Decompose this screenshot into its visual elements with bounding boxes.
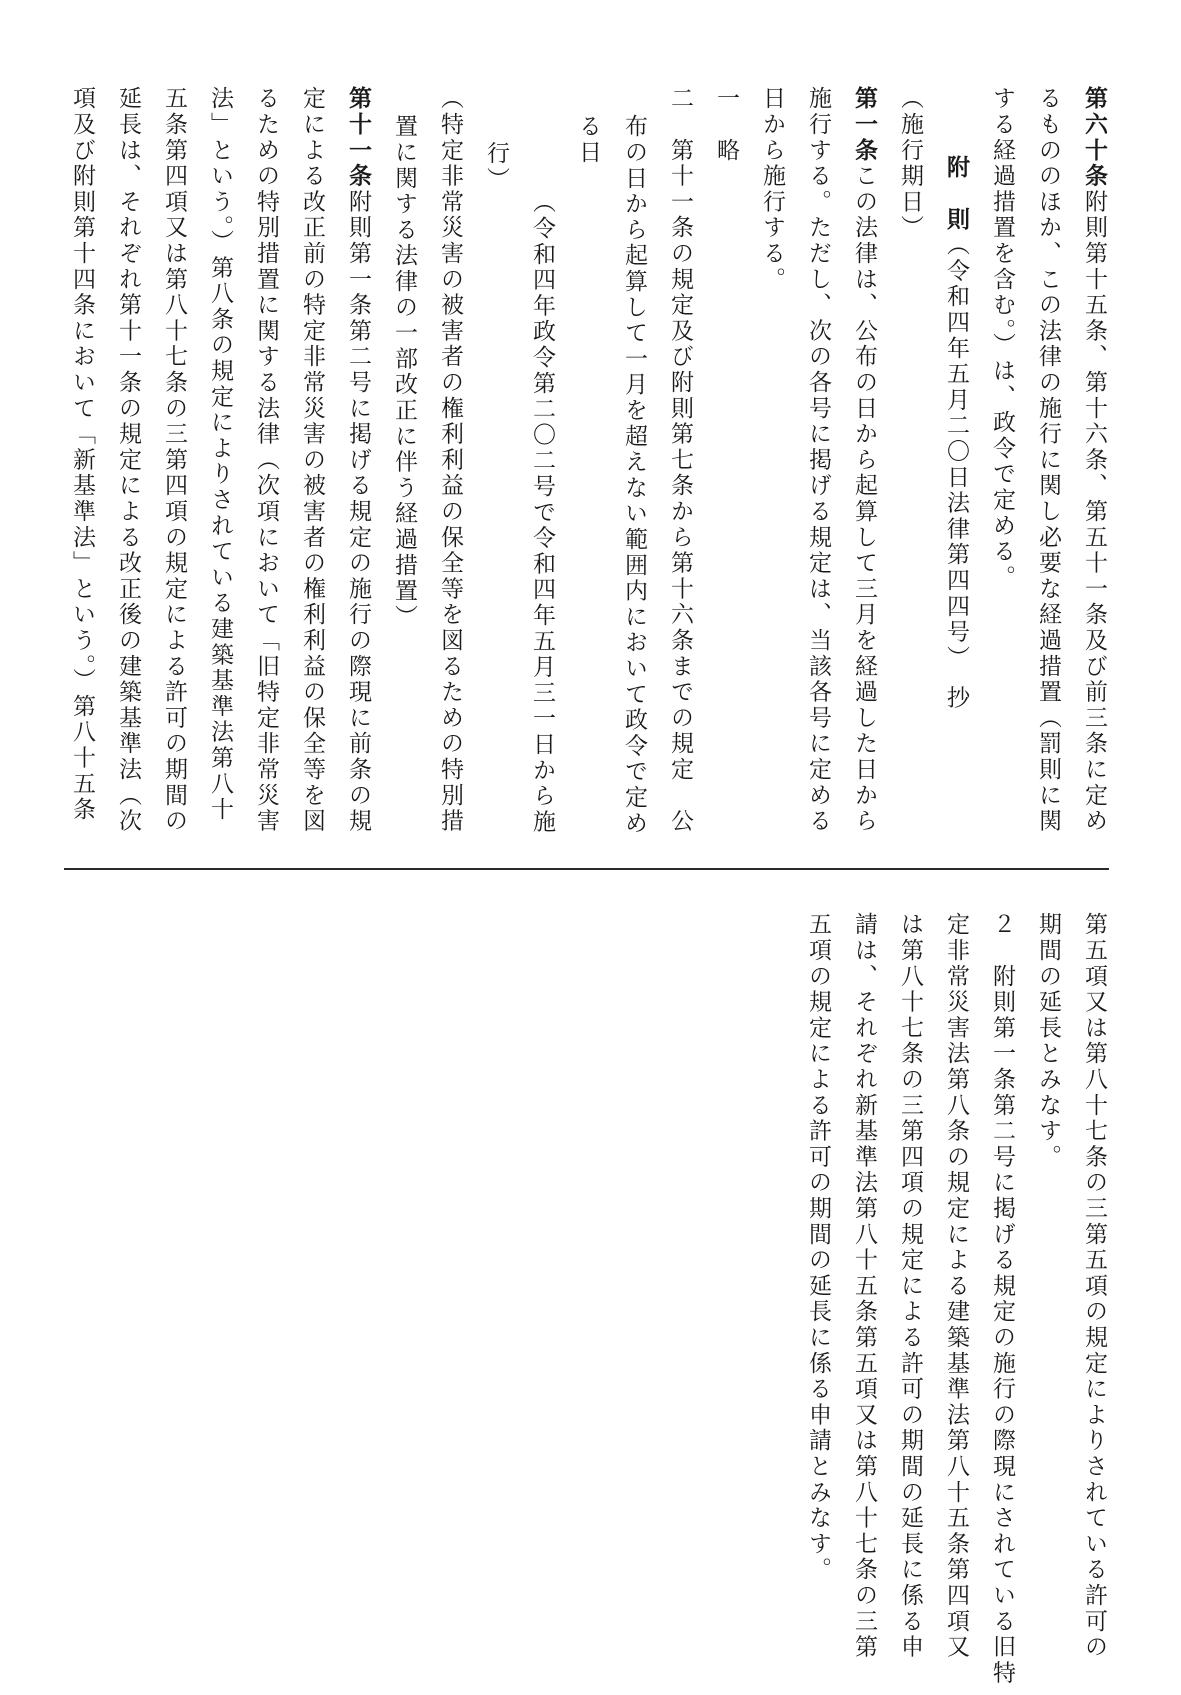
line-text: 一 略	[713, 86, 739, 164]
upper-column-line	[979, 86, 1025, 866]
line-text: 布の日から起算して一月を超えない範囲内において政令で定め	[621, 113, 647, 836]
line-text: 附則第一条第二号に掲げる規定の施行の際現に前条の規	[345, 189, 371, 835]
line-text: する経過措置を含む。）は、政令で定める。	[989, 86, 1015, 591]
article-heading: 附 則	[943, 155, 969, 233]
upper-column-line	[427, 86, 473, 866]
upper-column-line	[105, 86, 151, 866]
line-text: 施行する。ただし、次の各号に掲げる規定は、当該各号に定める	[805, 86, 831, 835]
lower-column-line	[1071, 912, 1117, 1661]
line-text: 法」という。）第八条の規定によりされている建築基準法第八十	[207, 86, 233, 823]
lower-column-line	[933, 912, 979, 1661]
upper-column-line	[933, 86, 979, 866]
upper-column-line	[841, 86, 887, 866]
line-text: 定による改正前の特定非常災害の被害者の権利利益の保全等を図	[299, 86, 325, 835]
line-text: 項及び附則第十四条において「新基準法」という。）第八十五条	[69, 86, 95, 823]
line-text: 定非常災害法第八条の規定による建築基準法第八十五条第四項又	[943, 912, 969, 1661]
line-text: 附則第十五条、第十六条、第五十一条及び前三条に定め	[1081, 189, 1107, 835]
article-heading: 第十一条	[345, 86, 371, 190]
upper-column-line	[473, 86, 519, 866]
lower-column-line	[841, 912, 887, 1661]
upper-column-line	[795, 86, 841, 866]
section-divider	[64, 868, 1109, 870]
upper-column-line	[565, 86, 611, 866]
line-text: 二 第十一条の規定及び附則第七条から第十六条までの規定 公	[667, 86, 693, 835]
lower-column-line	[1025, 912, 1071, 1652]
line-text: 請は、それぞれ新基準法第八十五条第五項又は第八十七条の三第	[851, 912, 877, 1661]
upper-column-line	[703, 86, 749, 866]
line-text: この法律は、公布の日から起算して三月を経過した日から	[851, 163, 877, 835]
line-text: 五条第四項又は第八十七条の三第四項の規定による許可の期間の	[161, 86, 187, 835]
line-text: ２ 附則第一条第二号に掲げる規定の施行の際現にされている旧特	[989, 912, 1015, 1686]
article-heading: 第一条	[851, 86, 877, 164]
upper-column-line	[611, 86, 657, 866]
line-text: は第八十七条の三第四項の規定による許可の期間の延長に係る申	[897, 912, 923, 1661]
line-text: 五項の規定による許可の期間の延長に係る申請とみなす。	[805, 912, 831, 1583]
upper-column-line	[243, 86, 289, 866]
line-text: 行）	[483, 141, 509, 193]
upper-column-line	[151, 86, 197, 866]
upper-column-line	[519, 86, 565, 866]
lower-column-line	[795, 912, 841, 1652]
line-text: （令和四年政令第二〇二号で令和四年五月三一日から施	[529, 189, 555, 835]
line-text: 期間の延長とみなす。	[1035, 912, 1061, 1170]
upper-column-line	[289, 86, 335, 866]
upper-column-line	[1071, 86, 1117, 866]
line-text: 第五項又は第八十七条の三第五項の規定によりされている許可の	[1081, 912, 1107, 1661]
line-text: （施行期日）	[897, 86, 923, 241]
upper-column-line	[59, 86, 105, 866]
lower-text-block	[777, 912, 1117, 1686]
upper-column-line	[381, 86, 427, 866]
upper-column-line	[887, 86, 933, 866]
line-text: 延長は、それぞれ第十一条の規定による改正後の建築基準法（次	[115, 86, 141, 835]
upper-column-line	[657, 86, 703, 866]
line-text: 置に関する法律の一部改正に伴う経過措置）	[391, 113, 417, 630]
lower-column-line	[887, 912, 933, 1661]
upper-text-block	[69, 86, 1117, 866]
line-text: 日から施行する。	[759, 86, 785, 293]
line-text: （令和四年五月二〇日法律第四四号） 抄	[943, 232, 969, 712]
upper-column-line	[1025, 86, 1071, 866]
lower-column-line	[979, 912, 1025, 1686]
upper-column-line	[749, 86, 795, 866]
line-text: （特定非常災害の被害者の権利利益の保全等を図るための特別措	[437, 86, 463, 835]
line-text: るもののほか、この法律の施行に関し必要な経過措置（罰則に関	[1035, 86, 1061, 835]
upper-column-line	[335, 86, 381, 866]
line-text: る日	[575, 113, 601, 166]
upper-column-line	[197, 86, 243, 866]
line-text: るための特別措置に関する法律（次項において「旧特定非常災害	[253, 86, 279, 835]
article-heading: 第六十条	[1081, 86, 1107, 190]
